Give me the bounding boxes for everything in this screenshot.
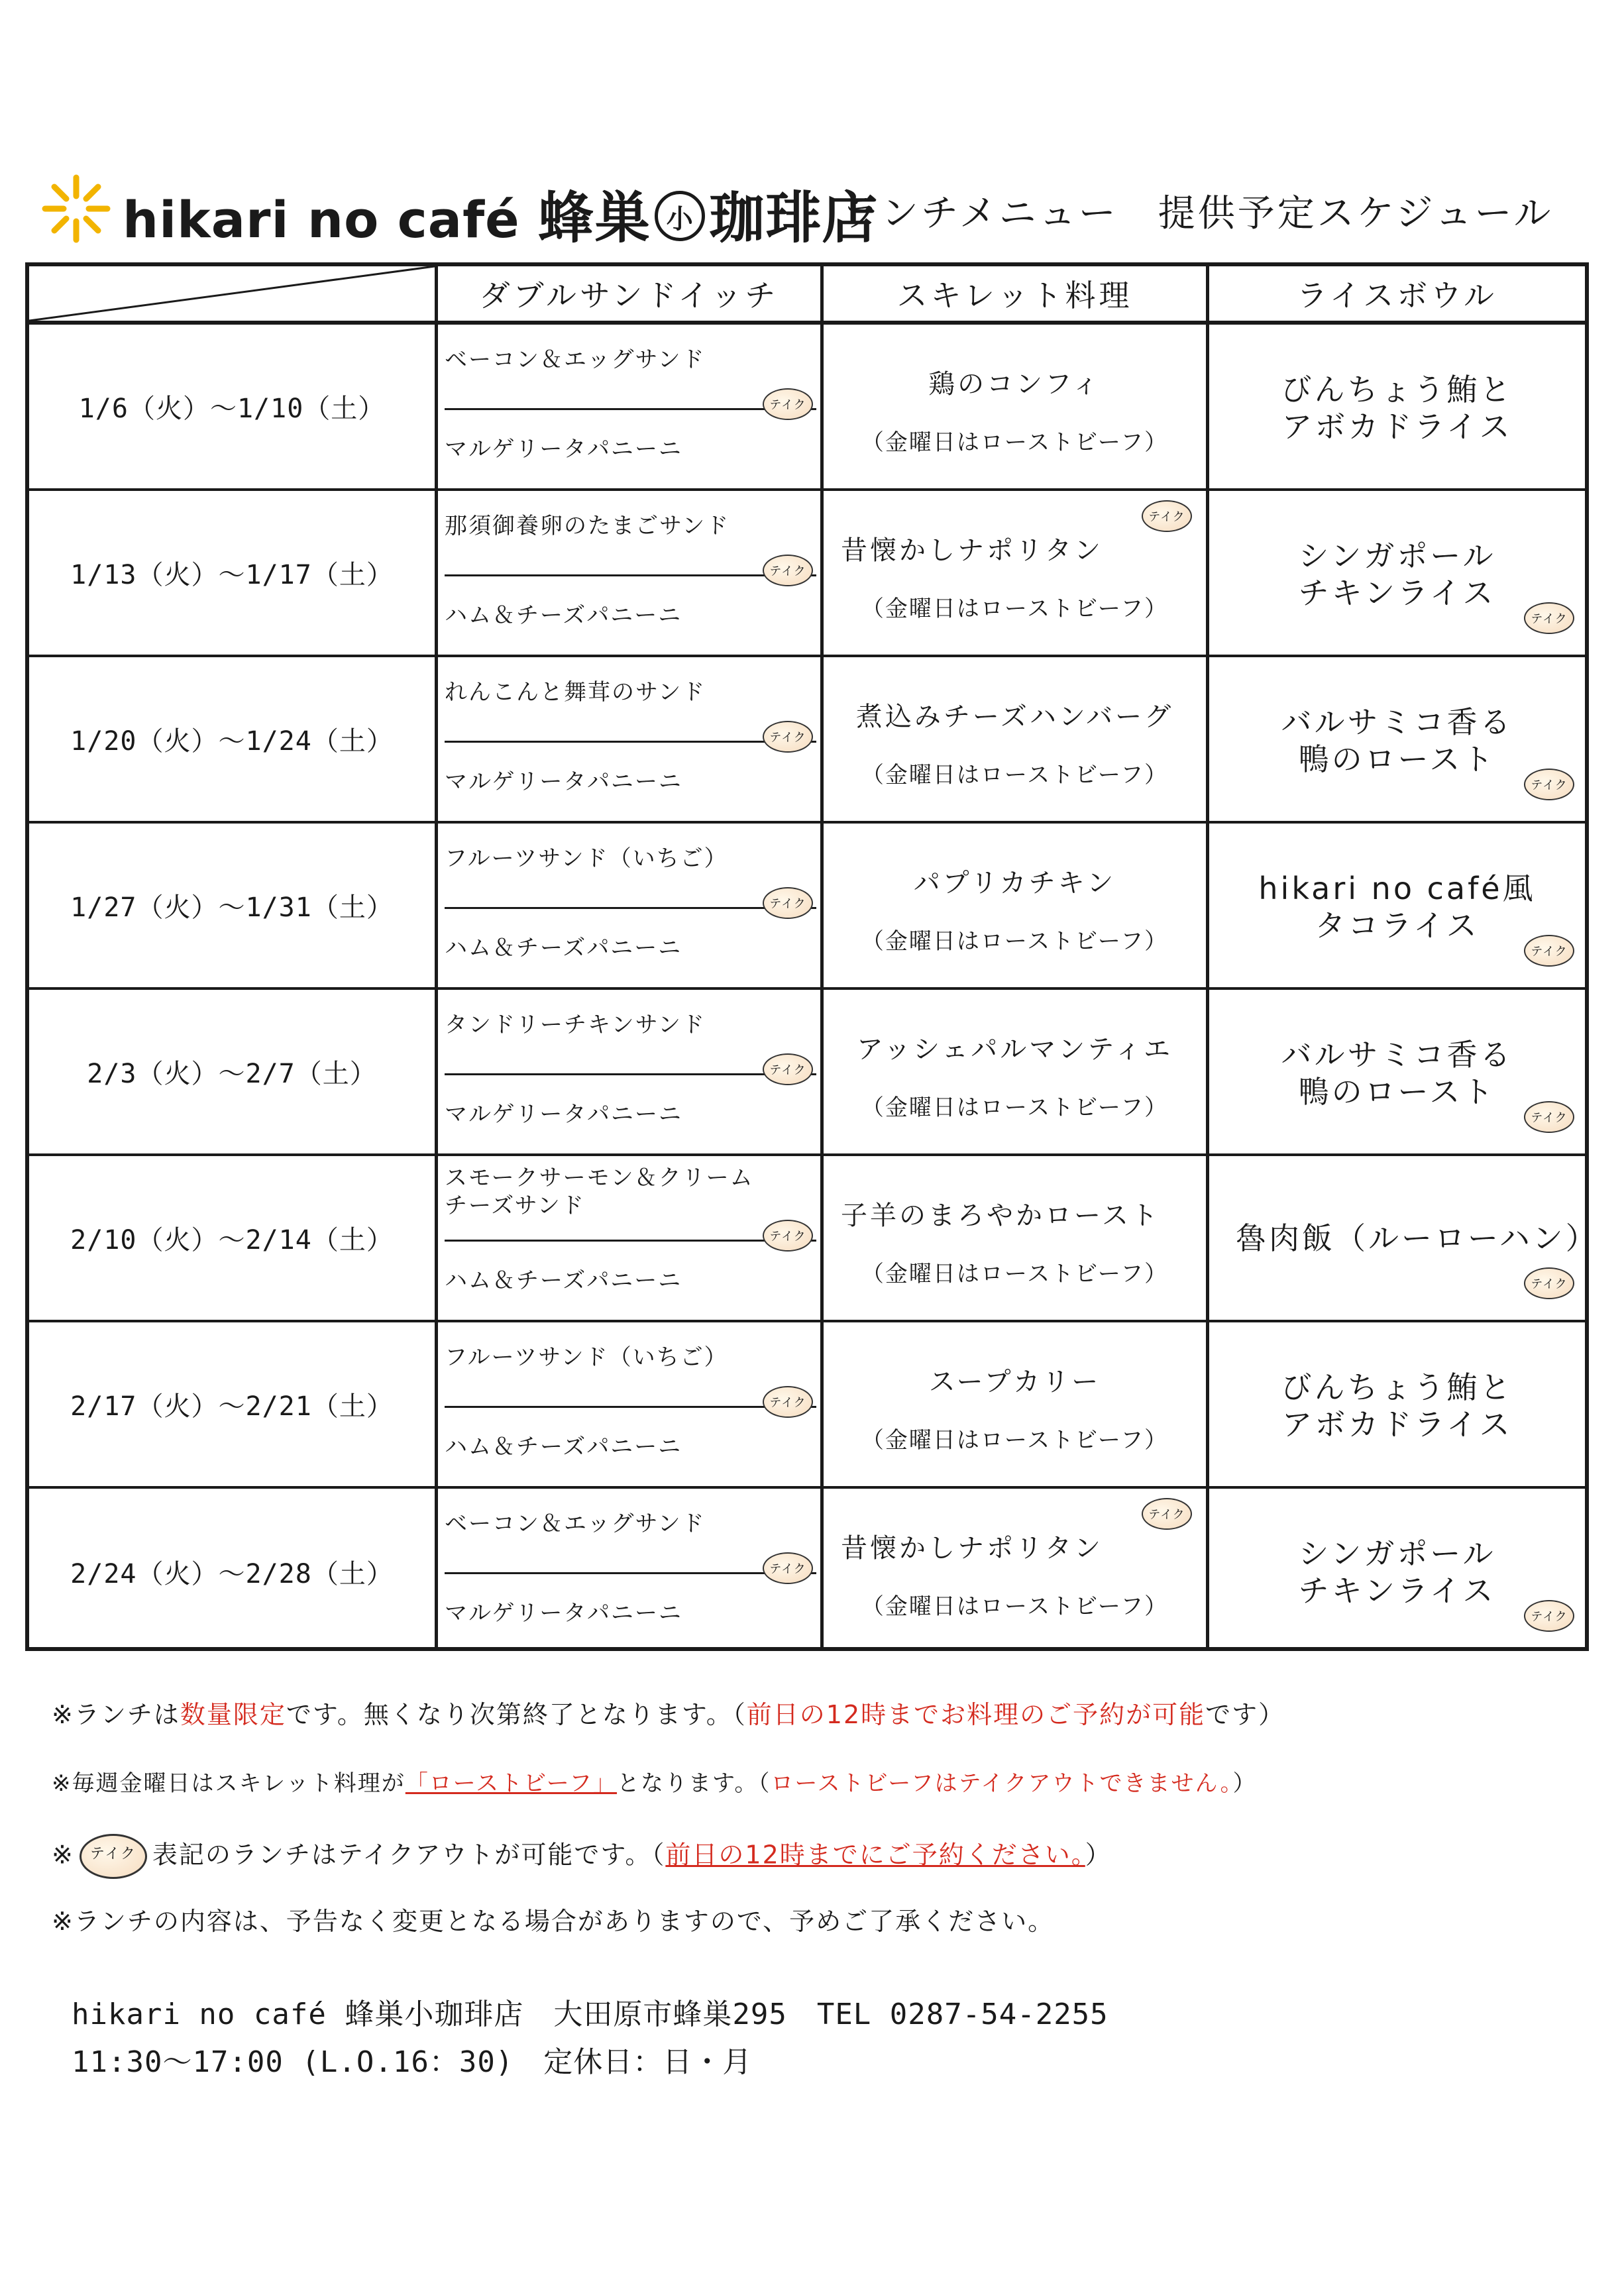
- rice-bowl-cell: [1209, 325, 1585, 488]
- sandwich-cell: [438, 657, 820, 821]
- sandwich-cell: [438, 1489, 820, 1655]
- table-row: [29, 990, 1585, 1156]
- sandwich-cell: [438, 1156, 820, 1320]
- skillet-cell: [824, 491, 1206, 655]
- rice-bowl-item: バルサミコ香る 鴨のロースト: [1281, 1037, 1513, 1110]
- note-limited-quantity: ※ランチは数量限定です。無くなり次第終了となります。（前日の12時までお料理のご予約が可能です）: [52, 1700, 1285, 1729]
- takeout-badge-icon: テイク: [763, 388, 813, 420]
- rice-bowl-item: 魯肉飯（ルーローハン）: [1236, 1220, 1599, 1256]
- skillet-cell: [824, 990, 1206, 1153]
- column-divider: [1206, 266, 1209, 1647]
- brand-shop-1: 蜂巣: [538, 186, 651, 250]
- sandwich-item-top: フルーツサンド（いちご）: [445, 845, 728, 872]
- skillet-cell: [824, 657, 1206, 821]
- skillet-friday-note: （金曜日はローストビーフ）: [861, 1261, 1169, 1287]
- table-row: [29, 1156, 1599, 1322]
- week-date: 2/3（火）～2/7（土）: [87, 1059, 377, 1089]
- rice-bowl-cell: [1209, 990, 1585, 1153]
- week-date: 1/6（火）～1/10（土）: [78, 394, 386, 424]
- takeout-badge-icon: テイク: [1142, 500, 1192, 532]
- column-divider: [820, 266, 824, 1647]
- menu-schedule-table: [25, 262, 1599, 1651]
- seal-logo-icon: [655, 191, 705, 241]
- brand-latin: hikari no café: [123, 190, 520, 249]
- skillet-item: 煮込みチーズハンバーグ: [855, 702, 1174, 732]
- skillet-item: パプリカチキン: [913, 868, 1116, 898]
- skillet-cell: [824, 1322, 1206, 1486]
- takeout-badge-icon: テイク: [1524, 1101, 1574, 1133]
- takeout-badge-icon: テイク: [763, 887, 813, 919]
- rice-bowl-cell: [1209, 491, 1585, 655]
- takeout-badge-icon: テイク: [1524, 1600, 1574, 1632]
- corner-diagonal: [29, 266, 435, 321]
- skillet-friday-note: （金曜日はローストビーフ）: [861, 596, 1169, 622]
- skillet-cell: [824, 824, 1206, 987]
- skillet-item: 子羊のまろやかロースト: [841, 1201, 1160, 1231]
- skillet-item: 昔懐かしナポリタン: [841, 1533, 1103, 1564]
- sandwich-item-bottom: ハム＆チーズパニーニ: [445, 1434, 682, 1460]
- sandwich-item-bottom: マルゲリータパニーニ: [445, 436, 682, 462]
- page-header: [40, 159, 1564, 252]
- skillet-friday-note: （金曜日はローストビーフ）: [861, 1427, 1169, 1454]
- sandwich-cell: [438, 325, 820, 488]
- rice-bowl-cell: [1209, 1489, 1585, 1655]
- table-row: [29, 657, 1585, 824]
- rice-bowl-item: びんちょう鮪と アボカドライス: [1281, 1369, 1513, 1442]
- week-date: 1/27（火）～1/31（土）: [70, 892, 394, 923]
- skillet-friday-note: （金曜日はローストビーフ）: [861, 1593, 1169, 1620]
- sandwich-cell: [438, 990, 820, 1153]
- notes-section: [52, 1696, 1589, 1972]
- skillet-cell: [824, 1489, 1206, 1655]
- column-header-skillet: スキレット料理: [896, 278, 1133, 313]
- sandwich-item-bottom: ハム＆チーズパニーニ: [445, 1267, 682, 1294]
- sandwich-divider: [445, 574, 816, 576]
- sandwich-item-bottom: マルゲリータパニーニ: [445, 1101, 682, 1128]
- skillet-friday-note: （金曜日はローストビーフ）: [861, 928, 1169, 955]
- sun-logo-icon: [40, 172, 113, 245]
- note-menu-changes: ※ランチの内容は、予告なく変更となる場合がありますので、予めご了承ください。: [52, 1907, 1055, 1936]
- sandwich-item-bottom: マルゲリータパニーニ: [445, 769, 682, 795]
- sandwich-item-bottom: ハム＆チーズパニーニ: [445, 602, 682, 629]
- sandwich-cell: [438, 824, 820, 987]
- skillet-friday-note: （金曜日はローストビーフ）: [861, 1094, 1169, 1121]
- week-date: 2/17（火）～2/21（土）: [70, 1391, 394, 1422]
- week-date: 1/13（火）～1/17（土）: [70, 560, 394, 590]
- sandwich-item-top: れんこんと舞茸のサンド: [445, 679, 706, 706]
- column-header-sandwich: ダブルサンドイッチ: [479, 278, 779, 313]
- rice-bowl-cell: [1209, 1322, 1585, 1486]
- note-friday-roast-beef: ※毎週金曜日はスキレット料理が「ローストビーフ」となります。（ローストビーフはテイクアウトできません。）: [52, 1770, 1257, 1797]
- skillet-item: スープカリー: [928, 1367, 1101, 1397]
- sandwich-item-bottom: ハム＆チーズパニーニ: [445, 935, 682, 961]
- rice-bowl-item: シンガポール チキンライス: [1298, 538, 1496, 611]
- sandwich-divider: [445, 1406, 816, 1408]
- table-row: [29, 1322, 1585, 1489]
- takeout-badge-icon: テイク: [1524, 769, 1574, 800]
- brand-name: [123, 174, 878, 254]
- skillet-cell: [824, 1156, 1206, 1320]
- note-takeout: ※ テイク 表記のランチはテイクアウトが可能です。（前日の12時までにご予約ください。）: [52, 1834, 1589, 1903]
- takeout-badge-icon: テイク: [763, 721, 813, 753]
- sandwich-divider: [445, 741, 816, 743]
- rice-bowl-item: hikari no café風 タコライス: [1258, 871, 1536, 943]
- rice-bowl-cell: [1209, 824, 1585, 987]
- sandwich-item-top: 那須御養卵のたまごサンド: [445, 513, 730, 539]
- takeout-badge-icon: テイク: [80, 1834, 147, 1879]
- skillet-item: 鶏のコンフィ: [928, 369, 1101, 400]
- takeout-badge-icon: テイク: [1524, 1267, 1574, 1299]
- table-row: [29, 1489, 1585, 1655]
- week-date: 1/20（火）～1/24（土）: [70, 726, 394, 757]
- page-title: ランチメニュー 提供予定スケジュール: [841, 192, 1554, 235]
- skillet-item: 昔懐かしナポリタン: [841, 535, 1103, 566]
- sandwich-cell: [438, 491, 820, 655]
- takeout-badge-icon: テイク: [1142, 1498, 1192, 1530]
- column-divider: [435, 266, 438, 1647]
- sandwich-item-top: タンドリーチキンサンド: [445, 1012, 706, 1038]
- rice-bowl-item: びんちょう鮪と アボカドライス: [1281, 372, 1513, 445]
- skillet-item: アッシェパルマンティエ: [856, 1034, 1173, 1065]
- skillet-friday-note: （金曜日はローストビーフ）: [861, 762, 1169, 788]
- sandwich-item-top: フルーツサンド（いちご）: [445, 1344, 728, 1371]
- takeout-badge-icon: テイク: [1524, 602, 1574, 634]
- takeout-badge-icon: テイク: [763, 1552, 813, 1584]
- shop-info: [72, 1991, 1109, 2086]
- takeout-badge-icon: テイク: [1524, 935, 1574, 967]
- takeout-badge-icon: テイク: [763, 1386, 813, 1418]
- table-row: [29, 325, 1585, 491]
- sandwich-divider: [445, 1073, 816, 1075]
- takeout-badge-icon: テイク: [763, 1053, 813, 1085]
- sandwich-cell: [438, 1322, 820, 1486]
- sandwich-item-top: スモークサーモン＆クリーム チーズサンド: [445, 1165, 754, 1219]
- brand-shop-2: 珈琲店: [709, 186, 879, 250]
- sandwich-divider: [445, 1240, 816, 1242]
- rice-bowl-item: シンガポール チキンライス: [1298, 1536, 1496, 1609]
- week-date: 2/24（火）～2/28（土）: [70, 1559, 394, 1589]
- rice-bowl-cell: [1209, 1156, 1599, 1320]
- table-row: [29, 491, 1585, 657]
- sandwich-item-bottom: マルゲリータパニーニ: [445, 1600, 682, 1627]
- sandwich-item-top: ベーコン＆エッグサンド: [445, 347, 706, 373]
- column-header-rice-bowl: ライスボウル: [1297, 278, 1497, 313]
- shop-hours-line: 11:30～17:00 (L.O.16：30) 定休日：日・月: [72, 2045, 753, 2079]
- sandwich-divider: [445, 408, 816, 410]
- rice-bowl-item: バルサミコ香る 鴨のロースト: [1281, 704, 1513, 777]
- week-date: 2/10（火）～2/14（土）: [70, 1225, 394, 1255]
- skillet-friday-note: （金曜日はローストビーフ）: [861, 429, 1169, 456]
- sandwich-divider: [445, 1572, 816, 1574]
- sandwich-divider: [445, 907, 816, 909]
- shop-address-line: hikari no café 蜂巣小珈琲店 大田原市蜂巣295 TEL 0287-54-2255: [72, 1998, 1109, 2031]
- rice-bowl-cell: [1209, 657, 1585, 821]
- skillet-cell: [824, 325, 1206, 488]
- table-row: [29, 824, 1585, 990]
- table-header-row: [29, 266, 1585, 325]
- takeout-badge-icon: テイク: [763, 1220, 813, 1252]
- takeout-badge-icon: テイク: [763, 555, 813, 586]
- sandwich-item-top: ベーコン＆エッグサンド: [445, 1511, 706, 1537]
